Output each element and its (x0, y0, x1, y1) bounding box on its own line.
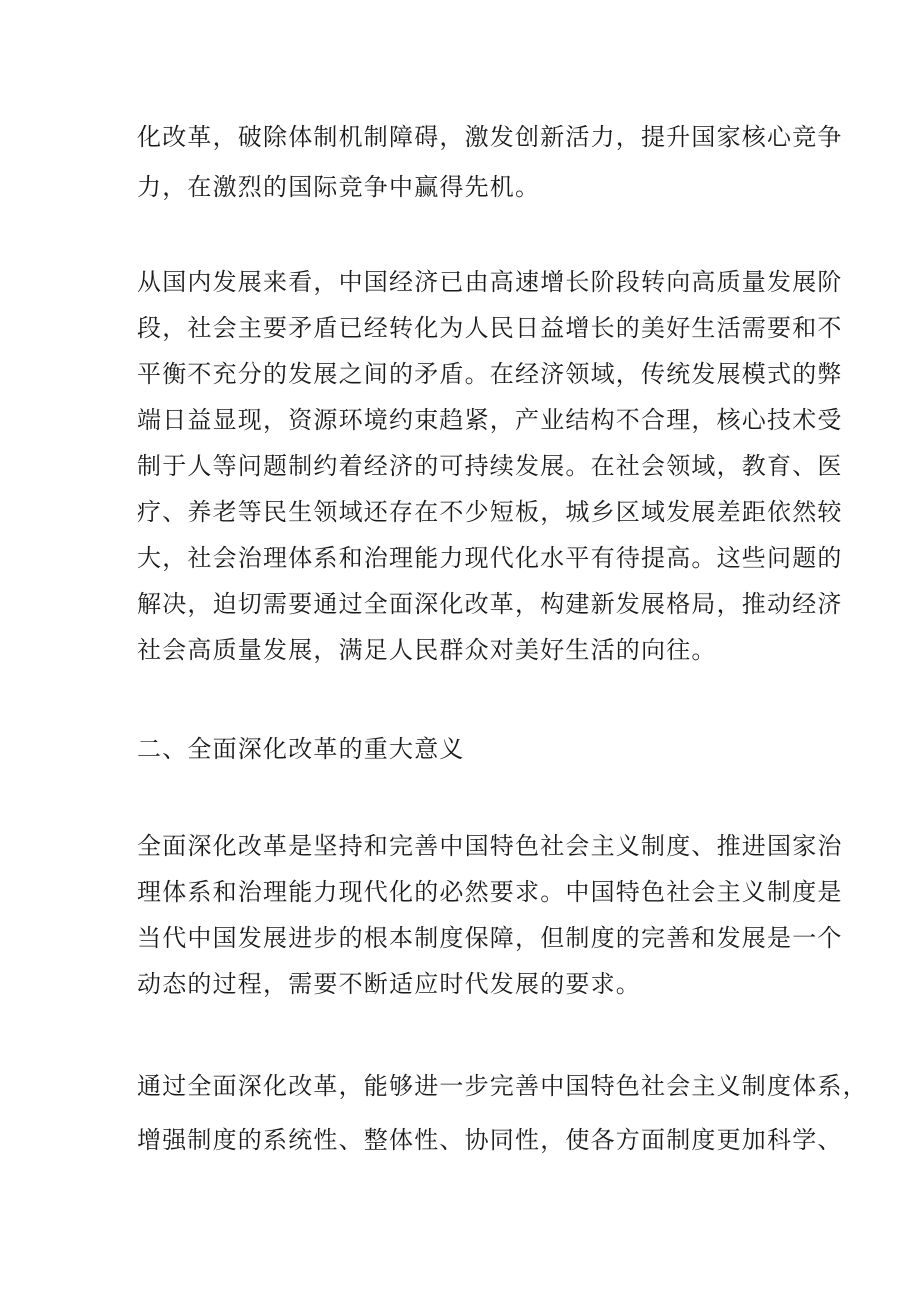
paragraph-1-line-1: 化改革，破除体制机制障碍，激发创新活力，提升国家核心竞争 (137, 123, 843, 151)
paragraph-2-line-8: 解决，迫切需要通过全面深化改革，构建新发展格局，推动经济 (137, 590, 843, 618)
paragraph-2-line-3: 平衡不充分的发展之间的矛盾。在经济领域，传统发展模式的弊 (137, 360, 843, 388)
paragraph-4-line-1: 通过全面深化改革，能够进一步完善中国特色社会主义制度体系， (137, 1072, 868, 1100)
paragraph-3-line-2: 理体系和治理能力现代化的必然要求。中国特色社会主义制度是 (137, 878, 843, 906)
paragraph-1-line-2: 力，在激烈的国际竞争中赢得先机。 (137, 173, 541, 201)
paragraph-2-line-1: 从国内发展来看，中国经济已由高速增长阶段转向高质量发展阶 (137, 268, 843, 296)
paragraph-2-line-5: 制于人等问题制约着经济的可持续发展。在社会领域，教育、医 (137, 452, 843, 480)
paragraph-3-line-1: 全面深化改革是坚持和完善中国特色社会主义制度、推进国家治 (137, 832, 843, 860)
paragraph-3-line-3: 当代中国发展进步的根本制度保障，但制度的完善和发展是一个 (137, 924, 843, 952)
paragraph-2-line-2: 段，社会主要矛盾已经转化为人民日益增长的美好生活需要和不 (137, 314, 843, 342)
paragraph-2-line-7: 大，社会治理体系和治理能力现代化水平有待提高。这些问题的 (137, 544, 843, 572)
paragraph-2-line-6: 疗、养老等民生领域还存在不少短板，城乡区域发展差距依然较 (137, 498, 843, 526)
paragraph-2-line-4: 端日益显现，资源环境约束趋紧，产业结构不合理，核心技术受 (137, 406, 843, 434)
paragraph-2-line-9: 社会高质量发展，满足人民群众对美好生活的向往。 (137, 636, 717, 664)
paragraph-3-line-4: 动态的过程，需要不断适应时代发展的要求。 (137, 970, 641, 998)
section-heading: 二、全面深化改革的重大意义 (137, 735, 465, 763)
paragraph-4-line-2: 增强制度的系统性、整体性、协同性，使各方面制度更加科学、 (137, 1126, 843, 1154)
